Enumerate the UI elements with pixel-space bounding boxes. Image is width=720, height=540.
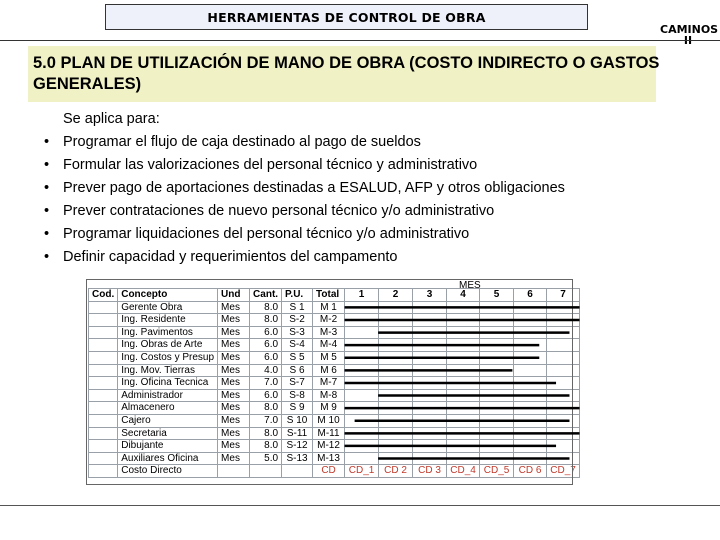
und-cell: Mes — [218, 326, 250, 339]
footer-month-value: CD 2 — [379, 465, 413, 478]
concepto-cell: Almacenero — [118, 402, 218, 415]
pu-cell: S-7 — [282, 377, 313, 390]
total-cell: M-2 — [313, 314, 345, 327]
column-header: Concepto — [118, 289, 218, 302]
cant-cell: 5.0 — [250, 452, 282, 465]
concepto-cell: Gerente Obra — [118, 301, 218, 314]
list-item-text: Prever contrataciones de nuevo personal técnico y/o administrativo — [63, 203, 495, 219]
column-header: Total — [313, 289, 345, 302]
column-header: Und — [218, 289, 250, 302]
und-cell: Mes — [218, 414, 250, 427]
month-header: 2 — [379, 289, 413, 302]
total-cell: M 6 — [313, 364, 345, 377]
cant-cell: 8.0 — [250, 440, 282, 453]
cant-cell: 8.0 — [250, 314, 282, 327]
pu-cell: S-3 — [282, 326, 313, 339]
bullet-icon: • — [44, 203, 50, 219]
cant-cell: 6.0 — [250, 326, 282, 339]
concepto-cell: Administrador — [118, 389, 218, 402]
footer-month-value: CD_7 — [547, 465, 580, 478]
bullet-icon: • — [44, 134, 50, 150]
concepto-cell: Ing. Obras de Arte — [118, 339, 218, 352]
concepto-cell: Secretaria — [118, 427, 218, 440]
total-cell: M-4 — [313, 339, 345, 352]
und-cell: Mes — [218, 402, 250, 415]
bullet-icon: • — [44, 180, 50, 196]
concepto-cell: Ing. Oficina Tecnica — [118, 377, 218, 390]
pu-cell: S 1 — [282, 301, 313, 314]
cant-cell: 4.0 — [250, 364, 282, 377]
pu-cell: S-13 — [282, 452, 313, 465]
cant-cell: 6.0 — [250, 339, 282, 352]
cant-cell: 8.0 — [250, 301, 282, 314]
section-title: 5.0 PLAN DE UTILIZACIÓN DE MANO DE OBRA (COSTO INDIRECTO O GASTOS GENERALES) — [33, 54, 660, 93]
concepto-cell: Ing. Pavimentos — [118, 326, 218, 339]
bottom-divider — [0, 505, 720, 506]
total-cell: M-13 — [313, 452, 345, 465]
month-header: 4 — [447, 289, 480, 302]
concepto-cell: Ing. Mov. Tierras — [118, 364, 218, 377]
total-cell: M 5 — [313, 351, 345, 364]
und-cell: Mes — [218, 377, 250, 390]
total-cell: M-7 — [313, 377, 345, 390]
total-cell: M 10 — [313, 414, 345, 427]
list-item-text: Prever pago de aportaciones destinadas a ESALUD, AFP y otros obligaciones — [63, 180, 565, 196]
concepto-cell: Ing. Costos y Presup — [118, 351, 218, 364]
footer-month-value: CD_4 — [447, 465, 480, 478]
footer-month-value: CD_5 — [480, 465, 514, 478]
und-cell: Mes — [218, 314, 250, 327]
und-cell: Mes — [218, 452, 250, 465]
concepto-cell: Cajero — [118, 414, 218, 427]
cant-cell: 7.0 — [250, 414, 282, 427]
list-item-text: Formular las valorizaciones del personal técnico y administrativo — [63, 157, 478, 173]
und-cell: Mes — [218, 339, 250, 352]
cant-cell: 7.0 — [250, 377, 282, 390]
bullet-icon: • — [44, 157, 50, 173]
pu-cell: S 10 — [282, 414, 313, 427]
list-item-text: Programar el flujo de caja destinado al pago de sueldos — [63, 134, 421, 150]
total-cell: M 1 — [313, 301, 345, 314]
concepto-cell: Dibujante — [118, 440, 218, 453]
month-header: 6 — [514, 289, 547, 302]
column-header: P.U. — [282, 289, 313, 302]
cant-cell: 8.0 — [250, 402, 282, 415]
list-item-text: Definir capacidad y requerimientos del campamento — [63, 249, 398, 265]
und-cell: Mes — [218, 301, 250, 314]
pu-cell: S-8 — [282, 389, 313, 402]
footer-total: CD — [313, 465, 345, 478]
und-cell: Mes — [218, 440, 250, 453]
pu-cell: S-2 — [282, 314, 313, 327]
pu-cell: S 5 — [282, 351, 313, 364]
cant-cell: 6.0 — [250, 389, 282, 402]
total-cell: M-3 — [313, 326, 345, 339]
concepto-cell: Auxiliares Oficina — [118, 452, 218, 465]
course-label: CAMINOS — [660, 23, 719, 36]
list-item-text: Programar liquidaciones del personal técnico y/o administrativo — [63, 226, 470, 242]
column-header: Cod. — [89, 289, 118, 302]
pu-cell: S 9 — [282, 402, 313, 415]
mes-header: MES — [459, 280, 481, 291]
total-cell: M-12 — [313, 440, 345, 453]
cant-cell: 8.0 — [250, 427, 282, 440]
pu-cell: S 6 — [282, 364, 313, 377]
header-title: HERRAMIENTAS DE CONTROL DE OBRA — [207, 9, 486, 25]
total-cell: M 9 — [313, 402, 345, 415]
column-header: Cant. — [250, 289, 282, 302]
und-cell: Mes — [218, 351, 250, 364]
bullet-icon: • — [44, 226, 50, 242]
footer-concepto: Costo Directo — [118, 465, 218, 478]
month-header: 1 — [345, 289, 379, 302]
cant-cell: 6.0 — [250, 351, 282, 364]
footer-month-value: CD_1 — [345, 465, 379, 478]
und-cell: Mes — [218, 389, 250, 402]
intro-text: Se aplica para: — [63, 111, 160, 127]
pu-cell: S-12 — [282, 440, 313, 453]
pu-cell: S-11 — [282, 427, 313, 440]
total-cell: M-8 — [313, 389, 345, 402]
total-cell: M-11 — [313, 427, 345, 440]
concepto-cell: Ing. Residente — [118, 314, 218, 327]
month-header: 7 — [547, 289, 580, 302]
month-header: 3 — [413, 289, 447, 302]
und-cell: Mes — [218, 364, 250, 377]
footer-month-value: CD 3 — [413, 465, 447, 478]
bullet-icon: • — [44, 249, 50, 265]
month-header: 5 — [480, 289, 514, 302]
und-cell: Mes — [218, 427, 250, 440]
footer-month-value: CD 6 — [514, 465, 547, 478]
pu-cell: S-4 — [282, 339, 313, 352]
